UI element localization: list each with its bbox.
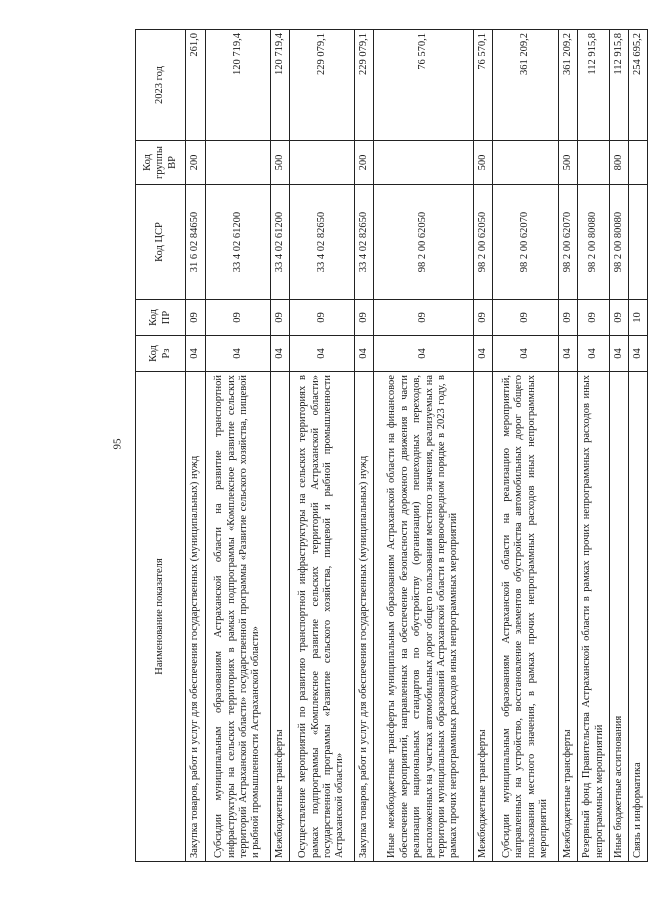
row-name: Осуществление мероприятий по развитию транспортной инфраструктуры на сельских территориях в рамках подпрограммы «Комплексное развитие сельских территорий Астраханской области» государственной программы «Развитие сельского хозяйства, пищевой и рыбной промышленности Астраханской области» — [290, 372, 355, 862]
row-year: 112 915,8 — [578, 30, 610, 141]
row-pr: 09 — [474, 300, 493, 336]
row-name: Связь и информатика — [629, 372, 648, 862]
header-rz: Код Рз — [136, 336, 186, 372]
row-pr: 09 — [374, 300, 474, 336]
row-year: 361 209,2 — [559, 30, 578, 141]
row-rz: 04 — [206, 336, 271, 372]
row-vr — [290, 141, 355, 185]
header-year: 2023 год — [136, 30, 186, 141]
row-csr: 98 2 00 62050 — [374, 185, 474, 300]
row-rz: 04 — [559, 336, 578, 372]
row-pr: 09 — [206, 300, 271, 336]
row-rz: 04 — [186, 336, 206, 372]
row-vr — [578, 141, 610, 185]
table-row — [610, 30, 629, 862]
row-name: Межбюджетные трансферты — [271, 372, 290, 862]
row-pr: 10 — [629, 300, 648, 336]
row-vr: 500 — [474, 141, 493, 185]
table-row — [355, 30, 374, 862]
row-rz: 04 — [374, 336, 474, 372]
row-name: Закупка товаров, работ и услуг для обеспечения государственных (муниципальных) нужд — [355, 372, 374, 862]
row-name: Субсидии муниципальным образованиям Астраханской области на реализацию мероприятий, направленных на устройство, восстановление элементов обустройства автомобильных дорог общего пользования местного значения, в рамках прочих непрограммных расходов иных непрограммных мероприятий — [493, 372, 559, 862]
row-csr: 31 6 02 84650 — [186, 185, 206, 300]
row-year: 261,0 — [186, 30, 206, 141]
row-csr: 33 4 02 61200 — [271, 185, 290, 300]
table-row — [578, 30, 610, 862]
row-year: 112 915,8 — [610, 30, 629, 141]
row-pr: 09 — [559, 300, 578, 336]
budget-table — [135, 29, 648, 862]
row-pr: 09 — [355, 300, 374, 336]
row-csr: 98 2 00 62070 — [493, 185, 559, 300]
row-name: Иные бюджетные ассигнования — [610, 372, 629, 862]
table-row — [271, 30, 290, 862]
row-name: Межбюджетные трансферты — [559, 372, 578, 862]
row-vr — [374, 141, 474, 185]
row-vr — [493, 141, 559, 185]
row-year: 229 079,1 — [290, 30, 355, 141]
row-name: Межбюджетные трансферты — [474, 372, 493, 862]
row-rz: 04 — [474, 336, 493, 372]
page-number: 95 — [111, 438, 124, 450]
table-row — [629, 30, 648, 862]
row-rz: 04 — [290, 336, 355, 372]
row-rz: 04 — [355, 336, 374, 372]
table-row — [290, 30, 355, 862]
row-rz: 04 — [610, 336, 629, 372]
row-pr: 09 — [578, 300, 610, 336]
table-row — [493, 30, 559, 862]
row-rz: 04 — [493, 336, 559, 372]
table-header-row — [136, 30, 186, 862]
header-csr: Код ЦСР — [136, 185, 186, 300]
row-csr: 33 4 02 82650 — [290, 185, 355, 300]
row-year: 120 719,4 — [271, 30, 290, 141]
row-vr: 200 — [355, 141, 374, 185]
row-vr: 500 — [271, 141, 290, 185]
row-name: Резервный фонд Правительства Астраханской области в рамках прочих непрограммных расходов иных непрограммных мероприятий — [578, 372, 610, 862]
row-csr: 98 2 00 62050 — [474, 185, 493, 300]
table-row — [206, 30, 271, 862]
row-rz: 04 — [629, 336, 648, 372]
row-name: Закупка товаров, работ и услуг для обеспечения государственных (муниципальных) нужд — [186, 372, 206, 862]
row-year: 229 079,1 — [355, 30, 374, 141]
row-rz: 04 — [271, 336, 290, 372]
row-year: 120 719,4 — [206, 30, 271, 141]
row-year: 254 695,2 — [629, 30, 648, 141]
row-vr: 800 — [610, 141, 629, 185]
row-pr: 09 — [186, 300, 206, 336]
table-row — [474, 30, 493, 862]
table-row — [559, 30, 578, 862]
row-vr: 200 — [186, 141, 206, 185]
row-name: Субсидии муниципальным образованиям Астраханской области на развитие транспортной инфраструктуры на сельских территориях в рамках подпрограммы «Комплексное развитие сельских территорий Астраханской области» государственной программы «Развитие сельского хозяйства, пищевой и рыбной промышленности Астраханской области» — [206, 372, 271, 862]
header-pr: Код ПР — [136, 300, 186, 336]
row-csr: 98 2 00 62070 — [559, 185, 578, 300]
row-vr — [629, 141, 648, 185]
row-pr: 09 — [610, 300, 629, 336]
row-vr: 500 — [559, 141, 578, 185]
row-year: 76 570,1 — [374, 30, 474, 141]
budget-table-container — [135, 30, 643, 862]
row-pr: 09 — [271, 300, 290, 336]
row-csr — [629, 185, 648, 300]
row-vr — [206, 141, 271, 185]
row-pr: 09 — [290, 300, 355, 336]
row-csr: 98 2 00 80080 — [610, 185, 629, 300]
table-row — [374, 30, 474, 862]
row-csr: 98 2 00 80080 — [578, 185, 610, 300]
row-year: 361 209,2 — [493, 30, 559, 141]
row-pr: 09 — [493, 300, 559, 336]
row-rz: 04 — [578, 336, 610, 372]
row-name: Иные межбюджетные трансферты муниципальным образованиям Астраханской области на финансовое обеспечение мероприятий, направленных на обеспечение безопасности дорожного движения в части реализации национальных стандартов по обустройству (организации) пешеходных переходов, расположенных на участках автомобильных дорог общего пользования местного значения, реализуемых на территории муниципальных образований Астраханской области в первоочередном порядке в 2023 году, в рамках прочих непрограммных расходов иных непрограммных мероприятий — [374, 372, 474, 862]
row-csr: 33 4 02 61200 — [206, 185, 271, 300]
header-vr: Код группы ВР — [136, 141, 186, 185]
table-row — [186, 30, 206, 862]
row-year: 76 570,1 — [474, 30, 493, 141]
header-name: Наименование показателя — [136, 372, 186, 862]
row-csr: 33 4 02 82650 — [355, 185, 374, 300]
